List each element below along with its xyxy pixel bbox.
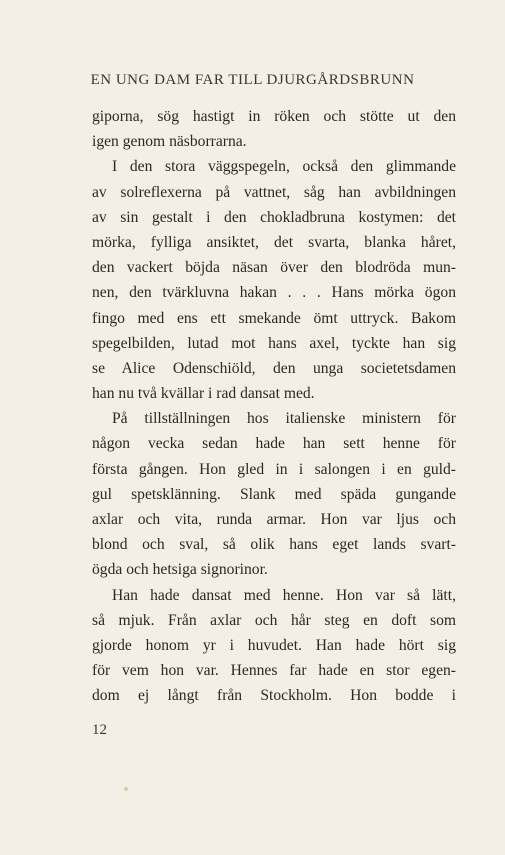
text-line: ögda och hetsiga signorinor. — [92, 561, 268, 579]
text-line: se Alice Odenschiöld, den unga societetsdamen — [92, 359, 456, 377]
text-line: för vem hon var. Hennes far hade en stor egen- — [92, 662, 456, 680]
text-line: han nu två kvällar i rad dansat med. — [92, 385, 315, 403]
text-line: axlar och vita, runda armar. Hon var ljus och — [92, 511, 456, 528]
text-line: fingo med ens ett smekande ömt uttryck. Bakom — [92, 309, 456, 327]
page-number: 12 — [92, 722, 107, 738]
text-line: första gången. Hon gled in i salongen i en guld- — [92, 460, 456, 478]
text-line: nen, den tvärkluvna hakan . . . Hans mörka ögon — [92, 284, 456, 302]
text-line: igen genom näsborrarna. — [92, 133, 247, 151]
text-line: spegelbilden, lutad mot hans axel, tyckte han sig — [92, 334, 456, 352]
text-line: av solreflexerna på vattnet, såg han avbildningen — [92, 183, 456, 201]
body-text — [92, 104, 456, 709]
text-line: mörka, fylliga ansiktet, det svarta, blanka håret, — [92, 233, 456, 251]
text-line: den vackert böjda näsan över den blodröda mun- — [92, 259, 456, 277]
text-line: gjorde honom yr i huvudet. Han hade hört sig — [92, 636, 456, 654]
text-line: På tillställningen hos italienske ministern för — [112, 410, 456, 428]
paper-speck — [124, 787, 128, 791]
text-line: blond och sval, så olik hans eget lands svart- — [92, 536, 456, 554]
text-line: så mjuk. Från axlar och hår steg en doft som — [92, 611, 456, 629]
text-line: gul spetsklänning. Slank med späda gungande — [92, 485, 456, 503]
text-line: någon vecka sedan hade han sett henne för — [92, 435, 456, 453]
running-head: EN UNG DAM FAR TILL DJURGÅRDSBRUNN — [90, 72, 415, 88]
text-line: av sin gestalt i den chokladbruna kostymen: det — [92, 208, 456, 226]
text-line: Han hade dansat med henne. Hon var så lätt, — [112, 586, 456, 604]
text-line: I den stora väggspegeln, också den glimmande — [112, 158, 456, 176]
text-line: dom ej långt från Stockholm. Hon bodde i — [92, 687, 456, 705]
text-line: giporna, sög hastigt in röken och stötte ut den — [92, 108, 456, 125]
